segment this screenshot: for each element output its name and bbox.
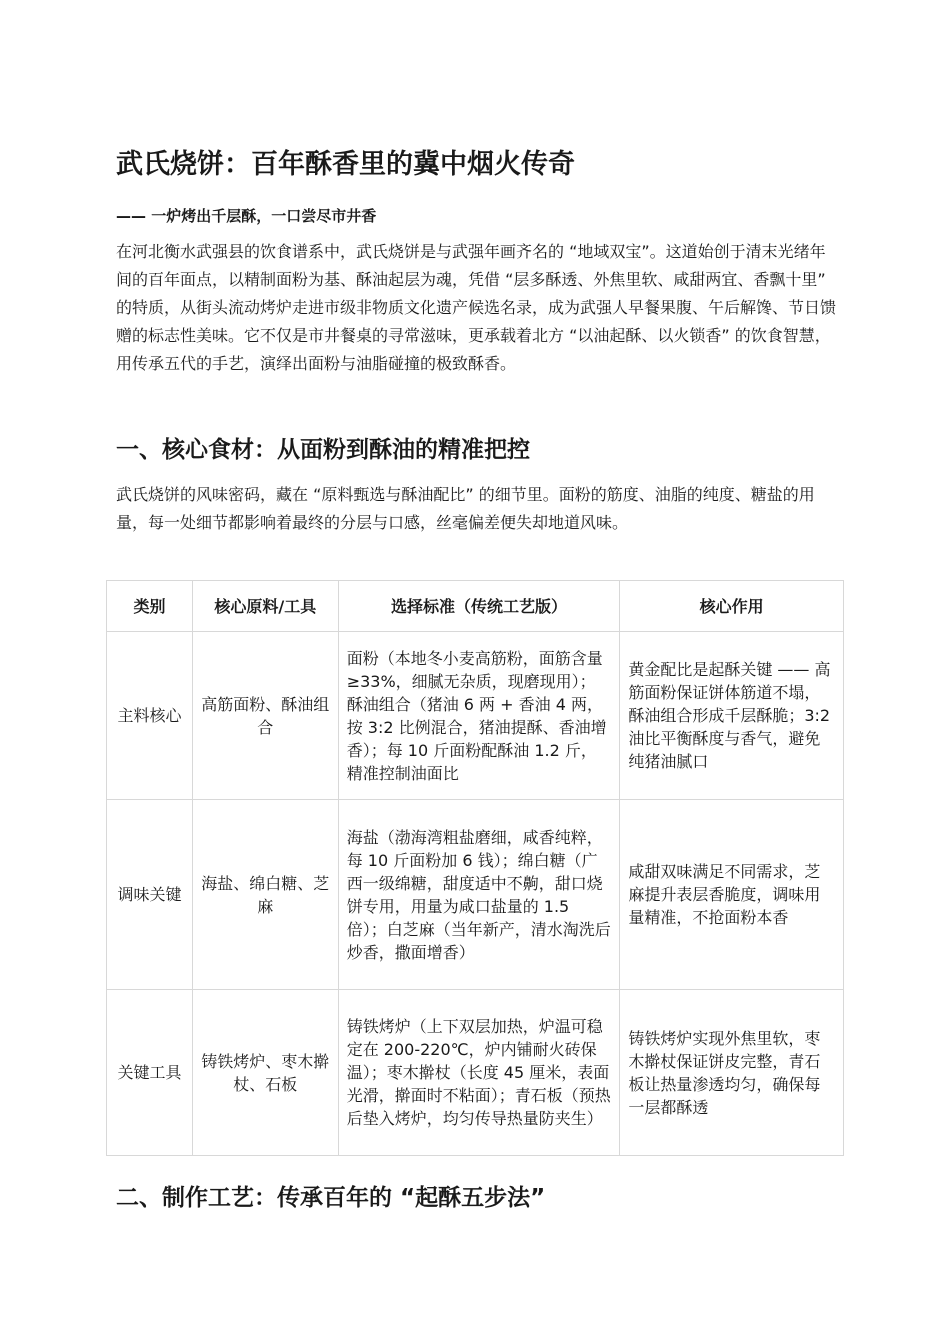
cell-standard: 海盐（渤海湾粗盐磨细，咸香纯粹，每 10 斤面粉加 6 钱）；绵白糖（广西一级绵糖，甜度适中不齁，甜口烧饼专用，用量为咸口盐量的 1.5 倍）；白芝麻（当年新产，清水淘洗后炒香，撒面增香） xyxy=(338,800,620,990)
ingredients-table xyxy=(106,580,844,1156)
page-title: 武氏烧饼：百年酥香里的冀中烟火传奇 xyxy=(116,149,575,180)
table-row xyxy=(107,990,844,1156)
column-header-standard: 选择标准（传统工艺版） xyxy=(338,581,620,632)
section-heading-ingredients: 一、核心食材：从面粉到酥油的精准把控 xyxy=(116,437,530,463)
section-heading-process: 二、制作工艺：传承百年的 “起酥五步法” xyxy=(116,1185,546,1211)
cell-category: 主料核心 xyxy=(107,632,193,800)
cell-material: 铸铁烤炉、枣木擀杖、石板 xyxy=(192,990,338,1156)
cell-role: 铸铁烤炉实现外焦里软，枣木擀杖保证饼皮完整，青石板让热量渗透均匀，确保每一层都酥透 xyxy=(620,990,844,1156)
cell-category: 调味关键 xyxy=(107,800,193,990)
column-header-role: 核心作用 xyxy=(620,581,844,632)
page-subtitle: —— 一炉烤出千层酥，一口尝尽市井香 xyxy=(116,207,377,225)
section-paragraph-ingredients: 武氏烧饼的风味密码，藏在 “原料甄选与酥油配比” 的细节里。面粉的筋度、油脂的纯度、糖盐的用量，每一处细节都影响着最终的分层与口感，丝毫偏差便失却地道风味。 xyxy=(116,485,815,532)
column-header-category: 类别 xyxy=(107,581,193,632)
cell-role: 黄金配比是起酥关键 —— 高筋面粉保证饼体筋道不塌，酥油组合形成千层酥脆；3:2 油比平衡酥度与香气，避免纯猪油腻口 xyxy=(620,632,844,800)
table-row xyxy=(107,800,844,990)
cell-material: 高筋面粉、酥油组合 xyxy=(192,632,338,800)
table-header-row xyxy=(107,581,844,632)
intro-paragraph: 在河北衡水武强县的饮食谱系中，武氏烧饼是与武强年画齐名的 “地域双宝”。这道始创于清末光绪年间的百年面点，以精制面粉为基、酥油起层为魂，凭借 “层多酥透、外焦里软、咸甜两宜、香飘十里” 的特质，从街头流动烤炉走进市级非物质文化遗产候选名录，成为武强人早餐果腹、午后解馋、节日馈赠的标志性美味。它不仅是市井餐桌的寻常滋味，更承载着北方 “以油起酥、以火锁香” 的饮食智慧，用传承五代的手艺，演绎出面粉与油脂碰撞的极致酥香。 xyxy=(116,242,837,373)
cell-category: 关键工具 xyxy=(107,990,193,1156)
cell-standard: 铸铁烤炉（上下双层加热，炉温可稳定在 200-220℃，炉内铺耐火砖保温）；枣木擀杖（长度 45 厘米，表面光滑，擀面时不粘面）；青石板（预热后垫入烤炉，均匀传导热量防夹生） xyxy=(338,990,620,1156)
cell-material: 海盐、绵白糖、芝麻 xyxy=(192,800,338,990)
column-header-material: 核心原料/工具 xyxy=(192,581,338,632)
table-row xyxy=(107,632,844,800)
cell-role: 咸甜双味满足不同需求，芝麻提升表层香脆度，调味用量精准，不抢面粉本香 xyxy=(620,800,844,990)
cell-standard: 面粉（本地冬小麦高筋粉，面筋含量≥33%，细腻无杂质，现磨现用）；酥油组合（猪油 6 两 + 香油 4 两，按 3:2 比例混合，猪油提酥、香油增香）；每 10 斤面粉配酥油 1.2 斤，精准控制油面比 xyxy=(338,632,620,800)
